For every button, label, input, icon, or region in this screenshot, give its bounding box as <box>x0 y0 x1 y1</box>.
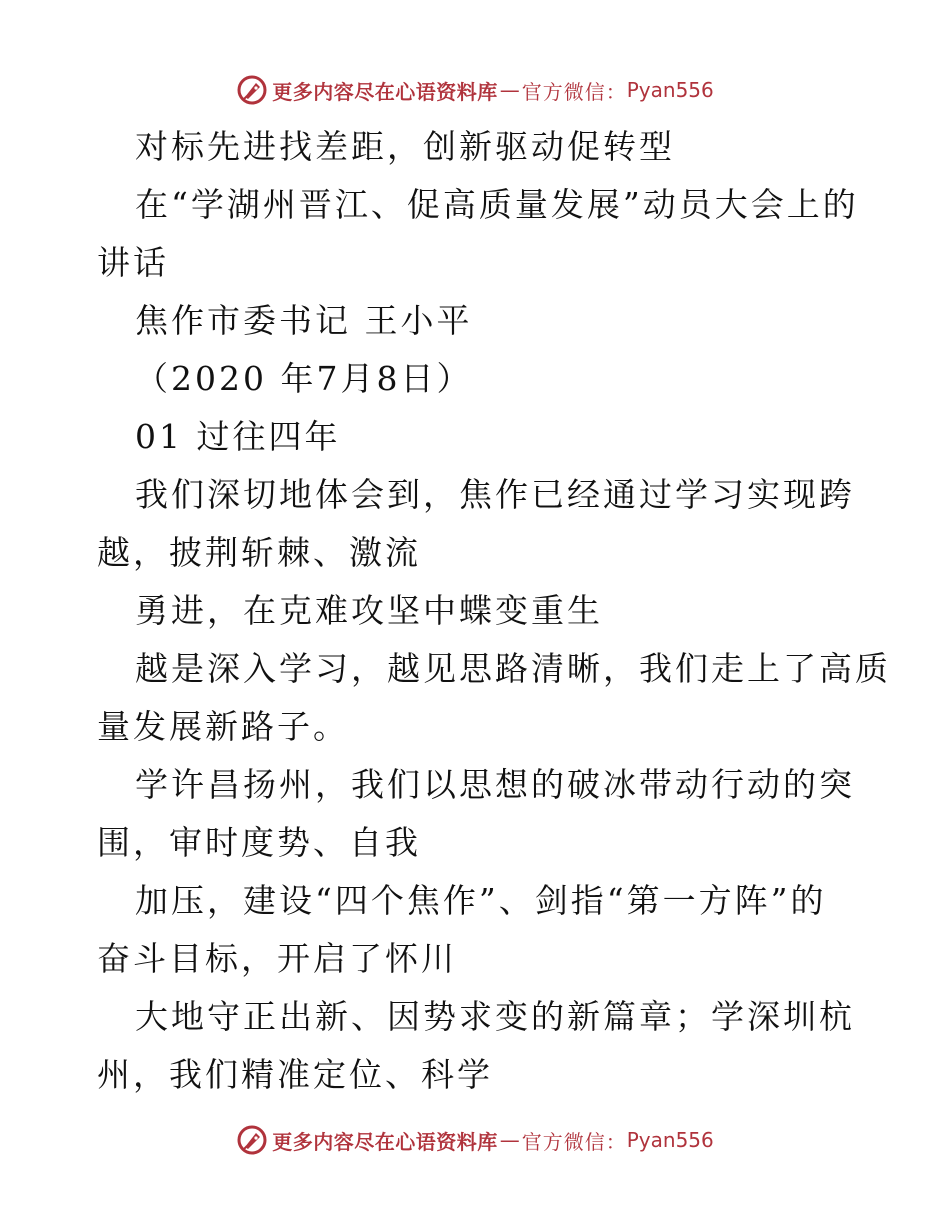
paragraph-line: 学许昌扬州，我们以思想的破冰带动行动的突 <box>135 765 855 804</box>
document-subtitle-cont: 讲话 <box>97 243 169 282</box>
paragraph-line: 大地守正出新、因势求变的新篇章；学深圳杭 <box>135 997 855 1036</box>
document-subtitle: 在“学湖州晋江、促高质量发展”动员大会上的 <box>135 185 859 224</box>
paragraph-line: 州，我们精准定位、科学 <box>97 1055 493 1094</box>
paragraph-line: 奋斗目标，开启了怀川 <box>97 939 457 978</box>
pen-nib-logo-icon <box>236 74 268 106</box>
document-author: 焦作市委书记 王小平 <box>135 301 473 340</box>
watermark-brand-text: 更多内容尽在心语资料库 <box>272 1129 498 1154</box>
paragraph-line: 越，披荆斩棘、激流 <box>97 533 421 572</box>
watermark-official-label: 官方微信： <box>521 79 627 104</box>
watermark-official-label: 官方微信： <box>521 1129 627 1154</box>
watermark-wechat-id: Pyan556 <box>626 1128 714 1152</box>
watermark-dash: — <box>499 78 520 102</box>
paragraph-line: 加压，建设“四个焦作”、剑指“第一方阵”的 <box>135 881 827 920</box>
paragraph-line: 我们深切地体会到，焦作已经通过学习实现跨 <box>135 475 855 514</box>
pen-nib-logo-icon <box>236 1124 268 1156</box>
watermark-brand-text: 更多内容尽在心语资料库 <box>272 79 498 104</box>
watermark-dash: — <box>499 1128 520 1152</box>
watermark-header <box>0 70 950 110</box>
watermark-wechat-id: Pyan556 <box>626 78 714 102</box>
paragraph-line: 围，审时度势、自我 <box>97 823 421 862</box>
paragraph-line: 勇进，在克难攻坚中蝶变重生 <box>135 591 603 630</box>
document-date: （2020 年7月8日） <box>135 359 473 398</box>
watermark-footer <box>0 1120 950 1160</box>
section-heading: 01 过往四年 <box>135 417 341 456</box>
paragraph-line: 量发展新路子。 <box>97 707 349 746</box>
paragraph-line: 越是深入学习，越见思路清晰，我们走上了高质 <box>135 649 891 688</box>
document-title: 对标先进找差距，创新驱动促转型 <box>135 127 675 166</box>
